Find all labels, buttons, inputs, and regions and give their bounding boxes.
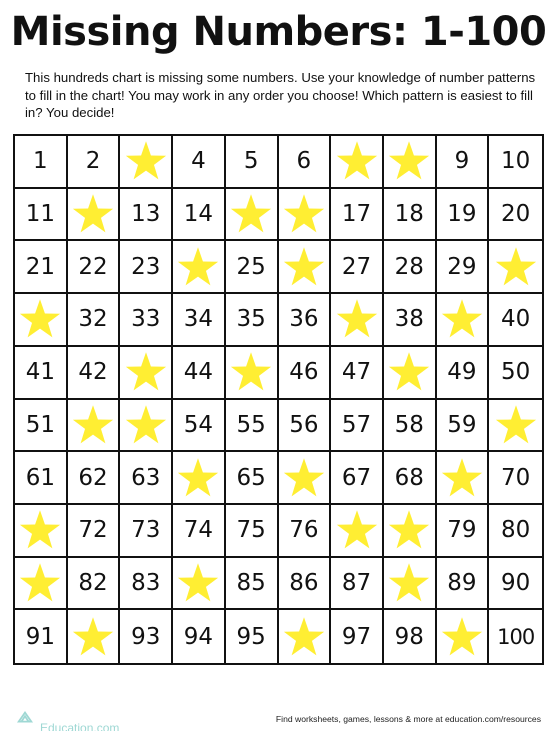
missing-number-cell: [226, 347, 279, 400]
star-icon: [282, 456, 326, 500]
number-cell: 62: [68, 452, 121, 505]
number-cell: 27: [331, 241, 384, 294]
education-logo: [16, 709, 119, 731]
number-cell: 57: [331, 400, 384, 453]
missing-number-cell: [120, 136, 173, 189]
number-cell: 74: [173, 505, 226, 558]
missing-number-cell: [279, 610, 332, 663]
star-icon: [335, 297, 379, 341]
number-cell: 23: [120, 241, 173, 294]
number-cell: 36: [279, 294, 332, 347]
number-cell: 5: [226, 136, 279, 189]
missing-number-cell: [384, 558, 437, 611]
number-cell: 22: [68, 241, 121, 294]
number-cell: 34: [173, 294, 226, 347]
number-cell: 72: [68, 505, 121, 558]
star-icon: [124, 139, 168, 183]
star-icon: [176, 456, 220, 500]
star-icon: [124, 350, 168, 394]
star-icon: [18, 561, 62, 605]
missing-number-cell: [331, 136, 384, 189]
star-icon: [71, 403, 115, 447]
number-cell: 87: [331, 558, 384, 611]
number-cell: 80: [489, 505, 542, 558]
number-cell: 95: [226, 610, 279, 663]
star-icon: [387, 350, 431, 394]
number-cell: 76: [279, 505, 332, 558]
number-cell: 89: [437, 558, 490, 611]
number-cell: 61: [15, 452, 68, 505]
education-logo-icon: [16, 709, 34, 727]
missing-number-cell: [15, 294, 68, 347]
missing-number-cell: [68, 400, 121, 453]
number-cell: 35: [226, 294, 279, 347]
number-cell: 67: [331, 452, 384, 505]
star-icon: [124, 403, 168, 447]
star-icon: [229, 350, 273, 394]
number-cell: 33: [120, 294, 173, 347]
number-cell: 28: [384, 241, 437, 294]
number-cell: 97: [331, 610, 384, 663]
number-cell: 83: [120, 558, 173, 611]
missing-number-cell: [279, 241, 332, 294]
missing-number-cell: [173, 558, 226, 611]
number-cell: 65: [226, 452, 279, 505]
star-icon: [282, 615, 326, 659]
missing-number-cell: [279, 189, 332, 242]
number-cell: 18: [384, 189, 437, 242]
missing-number-cell: [489, 400, 542, 453]
number-cell: 59: [437, 400, 490, 453]
number-cell: 32: [68, 294, 121, 347]
number-cell: 49: [437, 347, 490, 400]
star-icon: [387, 561, 431, 605]
logo-text: Education.com: [40, 721, 120, 731]
missing-number-cell: [173, 452, 226, 505]
number-cell: 98: [384, 610, 437, 663]
worksheet-title: Missing Numbers: 1-100: [10, 9, 547, 55]
missing-number-cell: [15, 505, 68, 558]
number-cell: 9: [437, 136, 490, 189]
star-icon: [71, 615, 115, 659]
star-icon: [440, 297, 484, 341]
number-cell: 94: [173, 610, 226, 663]
number-cell: 29: [437, 241, 490, 294]
number-cell: 17: [331, 189, 384, 242]
missing-number-cell: [331, 294, 384, 347]
number-cell: 4: [173, 136, 226, 189]
star-icon: [18, 508, 62, 552]
number-cell: 51: [15, 400, 68, 453]
star-icon: [440, 456, 484, 500]
missing-number-cell: [68, 610, 121, 663]
missing-number-cell: [489, 241, 542, 294]
number-cell: 14: [173, 189, 226, 242]
star-icon: [440, 615, 484, 659]
number-cell: 11: [15, 189, 68, 242]
missing-number-cell: [331, 505, 384, 558]
star-icon: [176, 561, 220, 605]
missing-number-cell: [226, 189, 279, 242]
missing-number-cell: [384, 505, 437, 558]
number-cell: 68: [384, 452, 437, 505]
number-cell: 70: [489, 452, 542, 505]
missing-number-cell: [437, 294, 490, 347]
number-cell: 1: [15, 136, 68, 189]
missing-number-cell: [68, 189, 121, 242]
number-cell: 56: [279, 400, 332, 453]
number-cell: 41: [15, 347, 68, 400]
star-icon: [229, 192, 273, 236]
number-cell: 38: [384, 294, 437, 347]
star-icon: [71, 192, 115, 236]
missing-number-cell: [279, 452, 332, 505]
instructions-text: This hundreds chart is missing some numbers. Use your knowledge of number patterns to fill in the chart! You may work in any order you choose! Which pattern is easiest to fill in? You decide!: [25, 70, 536, 120]
number-cell: 13: [120, 189, 173, 242]
star-icon: [335, 139, 379, 183]
number-cell: 86: [279, 558, 332, 611]
number-cell: 46: [279, 347, 332, 400]
number-cell: 90: [489, 558, 542, 611]
star-icon: [387, 508, 431, 552]
missing-number-cell: [120, 400, 173, 453]
number-cell: 85: [226, 558, 279, 611]
missing-number-cell: [437, 452, 490, 505]
footer-text: Find worksheets, games, lessons & more at education.com/resources: [275, 714, 541, 724]
missing-number-cell: [120, 347, 173, 400]
number-cell: 79: [437, 505, 490, 558]
number-cell: 40: [489, 294, 542, 347]
number-cell: 10: [489, 136, 542, 189]
number-cell: 21: [15, 241, 68, 294]
missing-number-cell: [437, 610, 490, 663]
number-cell: 55: [226, 400, 279, 453]
star-icon: [282, 245, 326, 289]
number-cell: 20: [489, 189, 542, 242]
number-cell: 6: [279, 136, 332, 189]
number-cell: 73: [120, 505, 173, 558]
missing-number-cell: [384, 347, 437, 400]
hundreds-chart: [13, 134, 544, 665]
star-icon: [282, 192, 326, 236]
number-cell: 54: [173, 400, 226, 453]
number-cell: 2: [68, 136, 121, 189]
number-cell: 47: [331, 347, 384, 400]
star-icon: [494, 403, 538, 447]
number-cell: 93: [120, 610, 173, 663]
star-icon: [176, 245, 220, 289]
number-cell: 100: [497, 624, 535, 649]
star-icon: [387, 139, 431, 183]
number-cell: 50: [489, 347, 542, 400]
number-cell: 42: [68, 347, 121, 400]
number-cell: 44: [173, 347, 226, 400]
number-cell: 19: [437, 189, 490, 242]
star-icon: [18, 297, 62, 341]
missing-number-cell: [384, 136, 437, 189]
number-cell: 82: [68, 558, 121, 611]
number-cell: 91: [15, 610, 68, 663]
number-cell: 63: [120, 452, 173, 505]
missing-number-cell: [15, 558, 68, 611]
number-cell: 75: [226, 505, 279, 558]
star-icon: [494, 245, 538, 289]
number-cell: 58: [384, 400, 437, 453]
star-icon: [335, 508, 379, 552]
number-cell: 25: [226, 241, 279, 294]
missing-number-cell: [173, 241, 226, 294]
